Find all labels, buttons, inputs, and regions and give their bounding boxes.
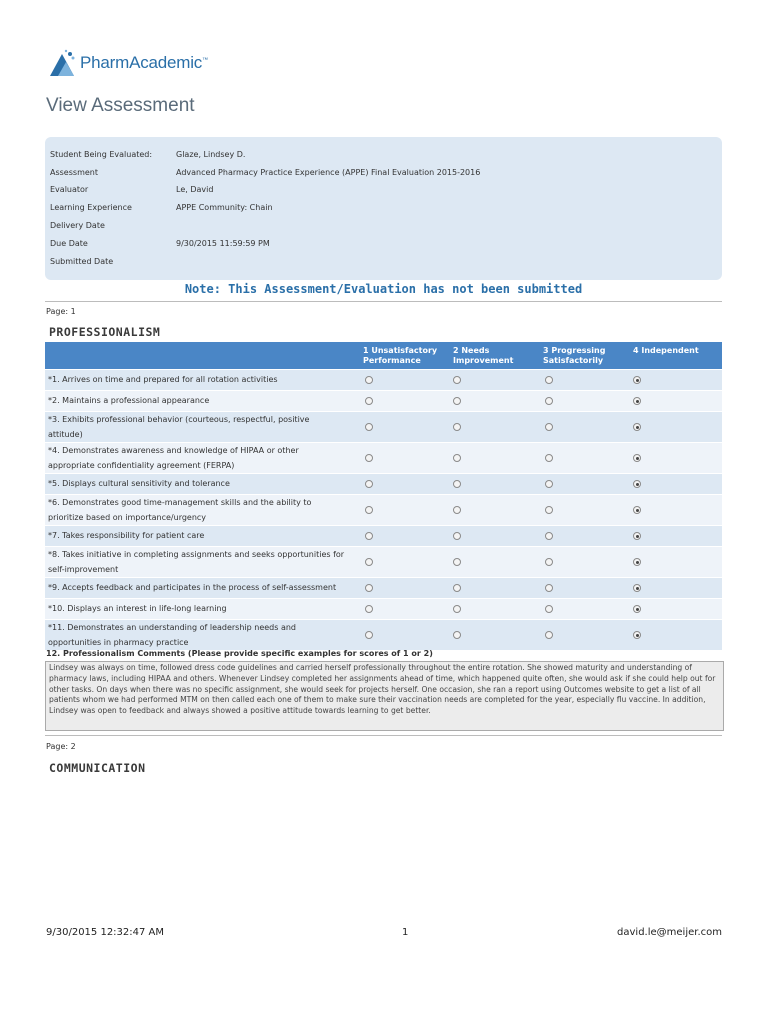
question-text: *6. Demonstrates good time-management skills and the ability to prioritize based on importance/urgency (48, 498, 312, 522)
rating-radio-2[interactable] (453, 605, 461, 613)
question-text: *1. Arrives on time and prepared for all rotation activities (48, 375, 278, 384)
info-row-student (50, 150, 245, 159)
not-submitted-note: Note: This Assessment/Evaluation has not been submitted (184, 282, 583, 296)
rating-radio-2[interactable] (453, 506, 461, 514)
info-row-delivery-date (50, 221, 176, 230)
rating-radio-1[interactable] (365, 454, 373, 462)
question-row (45, 619, 722, 650)
grid-rows (45, 369, 722, 650)
info-label: Student Being Evaluated: (50, 150, 153, 159)
info-value: Glaze, Lindsey D. (176, 150, 246, 159)
rating-radio-3[interactable] (545, 454, 553, 462)
comments-label: 12. Professionalism Comments (Please provide specific examples for scores of 1 or 2) (46, 649, 433, 658)
info-value: Advanced Pharmacy Practice Experience (APPE) Final Evaluation 2015-2016 (176, 168, 481, 177)
info-row-due-date (50, 239, 270, 248)
logo-text: PharmAcademic™ (80, 53, 208, 72)
column-header-3: 3 Progressing Satisfactorily (543, 346, 606, 365)
rating-radio-4[interactable] (633, 605, 641, 613)
info-label: Due Date (50, 239, 88, 248)
rating-radio-4[interactable] (633, 506, 641, 514)
logo-mark-icon (46, 48, 76, 78)
info-label: Submitted Date (50, 257, 114, 266)
page-title: View Assessment (46, 95, 195, 116)
section-title-communication: COMMUNICATION (49, 761, 146, 775)
column-header-2: 2 Needs Improvement (453, 346, 514, 365)
rating-radio-2[interactable] (453, 532, 461, 540)
rating-radio-1[interactable] (365, 376, 373, 384)
rating-radio-3[interactable] (545, 558, 553, 566)
rating-radio-1[interactable] (365, 397, 373, 405)
question-text: *10. Displays an interest in life-long learning (48, 604, 227, 613)
rating-radio-2[interactable] (453, 454, 461, 462)
rating-radio-4[interactable] (633, 631, 641, 639)
question-text: *7. Takes responsibility for patient care (48, 531, 205, 540)
rating-radio-1[interactable] (365, 605, 373, 613)
rating-radio-2[interactable] (453, 558, 461, 566)
rating-radio-1[interactable] (365, 584, 373, 592)
comments-textarea[interactable]: Lindsey was always on time, followed dress code guidelines and carried herself professionally throughout the entire rotation. She showed maturity and understanding of pharmacy laws, including HIPAA and others. Whenever Lindsey completed her assignments ahead of time, which happened quite often, she would ask if she could help out for other tasks. On days when there was no specific assignment, she would seek for projects herself. One occasion, she ran a report using Outcomes website to get a list of all patients whom we had performed MTM on then called each one of them to make sure their vaccination needs are completed for the year, especially flu vaccine. In addition, Lindsey was open to feedback and always showed a positive attitude towards learning to get better. (45, 661, 724, 731)
rating-radio-4[interactable] (633, 454, 641, 462)
info-value: Le, David (176, 185, 214, 194)
question-text: *9. Accepts feedback and participates in the process of self-assessment (48, 583, 337, 592)
page-label: Page: 2 (46, 742, 76, 751)
question-row (45, 369, 722, 390)
rating-radio-4[interactable] (633, 480, 641, 488)
rating-radio-2[interactable] (453, 480, 461, 488)
page-label: Page: 1 (46, 307, 76, 316)
pharmacademic-logo (46, 46, 208, 80)
assessment-info-panel (45, 137, 722, 280)
question-text: *5. Displays cultural sensitivity and tolerance (48, 479, 230, 488)
rating-radio-4[interactable] (633, 532, 641, 540)
rating-radio-3[interactable] (545, 605, 553, 613)
info-value: APPE Community: Chain (176, 203, 273, 212)
rating-radio-2[interactable] (453, 584, 461, 592)
question-text: *8. Takes initiative in completing assignments and seeks opportunities for self-improvement (48, 550, 345, 574)
question-row (45, 525, 722, 546)
question-text: *2. Maintains a professional appearance (48, 396, 210, 405)
column-header-4: 4 Independent (633, 346, 699, 355)
professionalism-rating-grid (45, 342, 722, 650)
info-value: 9/30/2015 11:59:59 PM (176, 239, 270, 248)
question-row (45, 411, 722, 442)
footer-page-number: 1 (402, 927, 409, 938)
info-row-submitted-date (50, 257, 176, 266)
question-row (45, 577, 722, 598)
rating-radio-4[interactable] (633, 397, 641, 405)
info-label: Delivery Date (50, 221, 105, 230)
column-header-1: 1 Unsatisfactory Performance (363, 346, 438, 365)
footer-email: david.le@meijer.com (617, 927, 722, 938)
footer-timestamp: 9/30/2015 12:32:47 AM (46, 927, 165, 938)
rating-radio-2[interactable] (453, 423, 461, 431)
rating-radio-3[interactable] (545, 376, 553, 384)
rating-radio-2[interactable] (453, 397, 461, 405)
rating-radio-1[interactable] (365, 532, 373, 540)
rating-radio-1[interactable] (365, 558, 373, 566)
question-row (45, 546, 722, 577)
info-label: Assessment (50, 168, 98, 177)
rating-radio-1[interactable] (365, 631, 373, 639)
question-text: *11. Demonstrates an understanding of leadership needs and opportunities in pharmacy practice (48, 623, 297, 647)
rating-radio-2[interactable] (453, 631, 461, 639)
rating-radio-3[interactable] (545, 506, 553, 514)
question-row (45, 473, 722, 494)
question-row (45, 442, 722, 473)
rating-radio-4[interactable] (633, 376, 641, 384)
question-text: *3. Exhibits professional behavior (courteous, respectful, positive attitude) (48, 415, 310, 439)
rating-radio-4[interactable] (633, 423, 641, 431)
info-label: Learning Experience (50, 203, 132, 212)
divider (45, 735, 722, 736)
rating-radio-3[interactable] (545, 480, 553, 488)
grid-header (45, 342, 722, 369)
rating-radio-2[interactable] (453, 376, 461, 384)
rating-radio-4[interactable] (633, 584, 641, 592)
rating-radio-3[interactable] (545, 532, 553, 540)
rating-radio-3[interactable] (545, 397, 553, 405)
question-text: *4. Demonstrates awareness and knowledge of HIPAA or other appropriate confidentiality agreement (FERPA) (48, 446, 299, 470)
question-row (45, 390, 722, 411)
rating-radio-1[interactable] (365, 423, 373, 431)
info-row-learning-experience (50, 203, 273, 212)
rating-radio-1[interactable] (365, 506, 373, 514)
info-row-assessment (50, 168, 480, 177)
question-row (45, 598, 722, 619)
info-label: Evaluator (50, 185, 89, 194)
rating-radio-3[interactable] (545, 631, 553, 639)
rating-radio-1[interactable] (365, 480, 373, 488)
rating-radio-4[interactable] (633, 558, 641, 566)
question-row (45, 494, 722, 525)
rating-radio-3[interactable] (545, 584, 553, 592)
section-title-professionalism: PROFESSIONALISM (49, 325, 161, 339)
info-row-evaluator (50, 185, 213, 194)
divider (45, 301, 722, 302)
rating-radio-3[interactable] (545, 423, 553, 431)
